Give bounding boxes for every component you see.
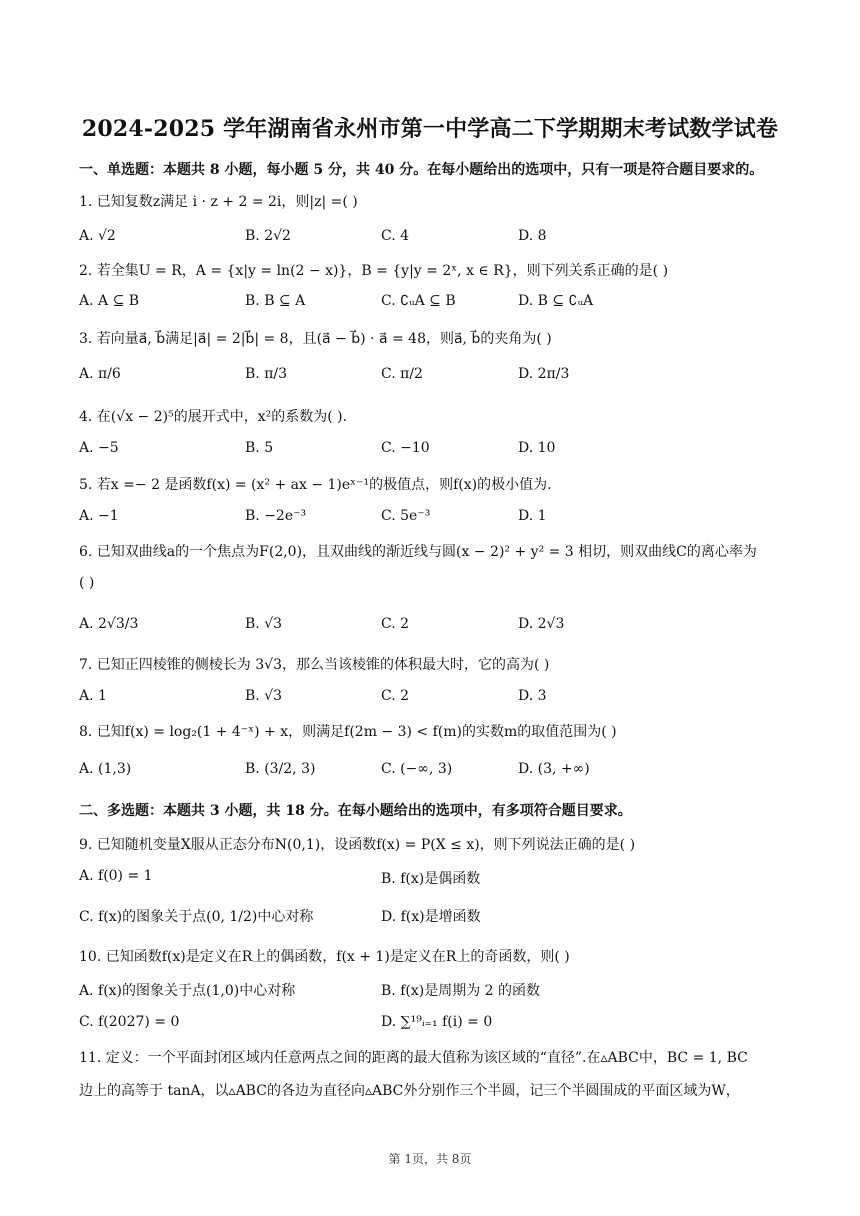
question-2-option-d: D. B ⊆ ∁ᵤA	[518, 293, 594, 309]
question-7-option-d: D. 3	[518, 688, 547, 704]
question-9-stem: 9. 已知随机变量X服从正态分布N(0,1)，设函数f(x) = P(X ≤ x)，则下列说法正确的是( )	[79, 837, 636, 853]
question-7-option-a: A. 1	[79, 688, 107, 704]
question-4-option-a: A. −5	[79, 440, 119, 456]
question-2-option-b: B. B ⊆ A	[245, 293, 306, 309]
question-9-option-c: C. f(x)的图象关于点(0, 1/2)中心对称	[79, 909, 314, 925]
question-8-option-b: B. (3/2, 3)	[245, 761, 316, 777]
question-4-option-b: B. 5	[245, 440, 274, 456]
question-8-option-d: D. (3, +∞)	[518, 761, 590, 777]
question-2-stem: 2. 若全集U = R，A = {x|y = ln(2 − x)}，B = {y|y = 2ˣ, x ∈ R}，则下列关系正确的是( )	[79, 263, 669, 279]
question-5-stem: 5. 若x =− 2 是函数f(x) = (x² + ax − 1)eˣ⁻¹的极值点，则f(x)的极小值为.	[79, 477, 552, 493]
question-4-option-d: D. 10	[518, 440, 556, 456]
question-6-option-c: C. 2	[381, 616, 410, 632]
question-6-stem-continued: ( )	[79, 575, 95, 591]
question-3-option-d: D. 2π/3	[518, 366, 570, 382]
question-1-stem: 1. 已知复数z满足 i · z + 2 = 2i，则|z| =( )	[79, 194, 358, 210]
question-10-stem: 10. 已知函数f(x)是定义在R上的偶函数，f(x + 1)是定义在R上的奇函数，则( )	[79, 949, 570, 965]
page-title: 2024-2025 学年湖南省永州市第一中学高二下学期期末考试数学试卷	[81, 116, 779, 142]
question-5-option-a: A. −1	[79, 508, 119, 524]
question-2-option-a: A. A ⊆ B	[79, 293, 140, 309]
question-1-option-b: B. 2√2	[245, 228, 291, 244]
question-5-option-b: B. −2e⁻³	[245, 508, 307, 524]
question-8-option-a: A. (1,3)	[79, 761, 132, 777]
question-3-option-a: A. π/6	[79, 366, 121, 382]
question-6-option-d: D. 2√3	[518, 616, 565, 632]
question-7-option-b: B. √3	[245, 688, 283, 704]
question-2-option-c: C. ∁ᵤA ⊆ B	[381, 293, 456, 309]
question-10-option-d: D. ∑¹⁹ᵢ₌₁ f(i) = 0	[381, 1014, 493, 1030]
question-1-option-d: D. 8	[518, 228, 547, 244]
question-9-option-d: D. f(x)是增函数	[381, 909, 481, 925]
question-4-stem: 4. 在(√x − 2)⁵的展开式中，x²的系数为( ).	[79, 409, 348, 425]
question-10-option-b: B. f(x)是周期为 2 的函数	[381, 983, 540, 999]
question-4-option-c: C. −10	[381, 440, 430, 456]
page-footer: 第 1页，共 8页	[388, 1152, 472, 1166]
question-3-stem: 3. 若向量a⃗, b⃗满足|a⃗| = 2|b⃗| = 8，且(a⃗ − b⃗) · a⃗ = 48，则a⃗, b⃗的夹角为( )	[79, 331, 552, 347]
question-3-option-b: B. π/3	[245, 366, 288, 382]
question-1-option-c: C. 4	[381, 228, 410, 244]
question-6-option-b: B. √3	[245, 616, 283, 632]
question-5-option-d: D. 1	[518, 508, 547, 524]
question-8-stem: 8. 已知f(x) = log₂(1 + 4⁻ˣ) + x，则满足f(2m − 3) < f(m)的实数m的取值范围为( )	[79, 724, 617, 740]
question-7-stem: 7. 已知正四棱锥的侧棱长为 3√3，那么当该棱锥的体积最大时，它的高为( )	[79, 657, 550, 673]
question-6-option-a: A. 2√3/3	[79, 616, 139, 632]
question-7-option-c: C. 2	[381, 688, 410, 704]
question-9-option-b: B. f(x)是偶函数	[381, 871, 481, 887]
question-11-line-1: 11. 定义：一个平面封闭区域内任意两点之间的距离的最大值称为该区域的“直径”.在▵ABC中，BC = 1, BC	[79, 1050, 748, 1066]
question-3-option-c: C. π/2	[381, 366, 423, 382]
question-1-option-a: A. √2	[79, 228, 116, 244]
question-10-option-a: A. f(x)的图象关于点(1,0)中心对称	[79, 983, 296, 999]
question-8-option-c: C. (−∞, 3)	[381, 761, 453, 777]
question-9-option-a: A. f(0) = 1	[79, 868, 153, 884]
question-5-option-c: C. 5e⁻³	[381, 508, 431, 524]
section-heading-multi-choice: 二、多选题：本题共 3 小题，共 18 分。在每小题给出的选项中，有多项符合题目要求。	[79, 803, 632, 819]
question-10-option-c: C. f(2027) = 0	[79, 1014, 180, 1030]
question-11-line-2: 边上的高等于 tanA，以▵ABC的各边为直径向▵ABC外分别作三个半圆，记三个半圆围成的平面区域为W，	[79, 1083, 740, 1099]
question-6-stem: 6. 已知双曲线a的一个焦点为F(2,0)，且双曲线的渐近线与圆(x − 2)² + y² = 3 相切，则双曲线C的离心率为	[79, 544, 757, 560]
section-heading-single-choice: 一、单选题：本题共 8 小题，每小题 5 分，共 40 分。在每小题给出的选项中，只有一项是符合题目要求的。	[79, 162, 764, 178]
